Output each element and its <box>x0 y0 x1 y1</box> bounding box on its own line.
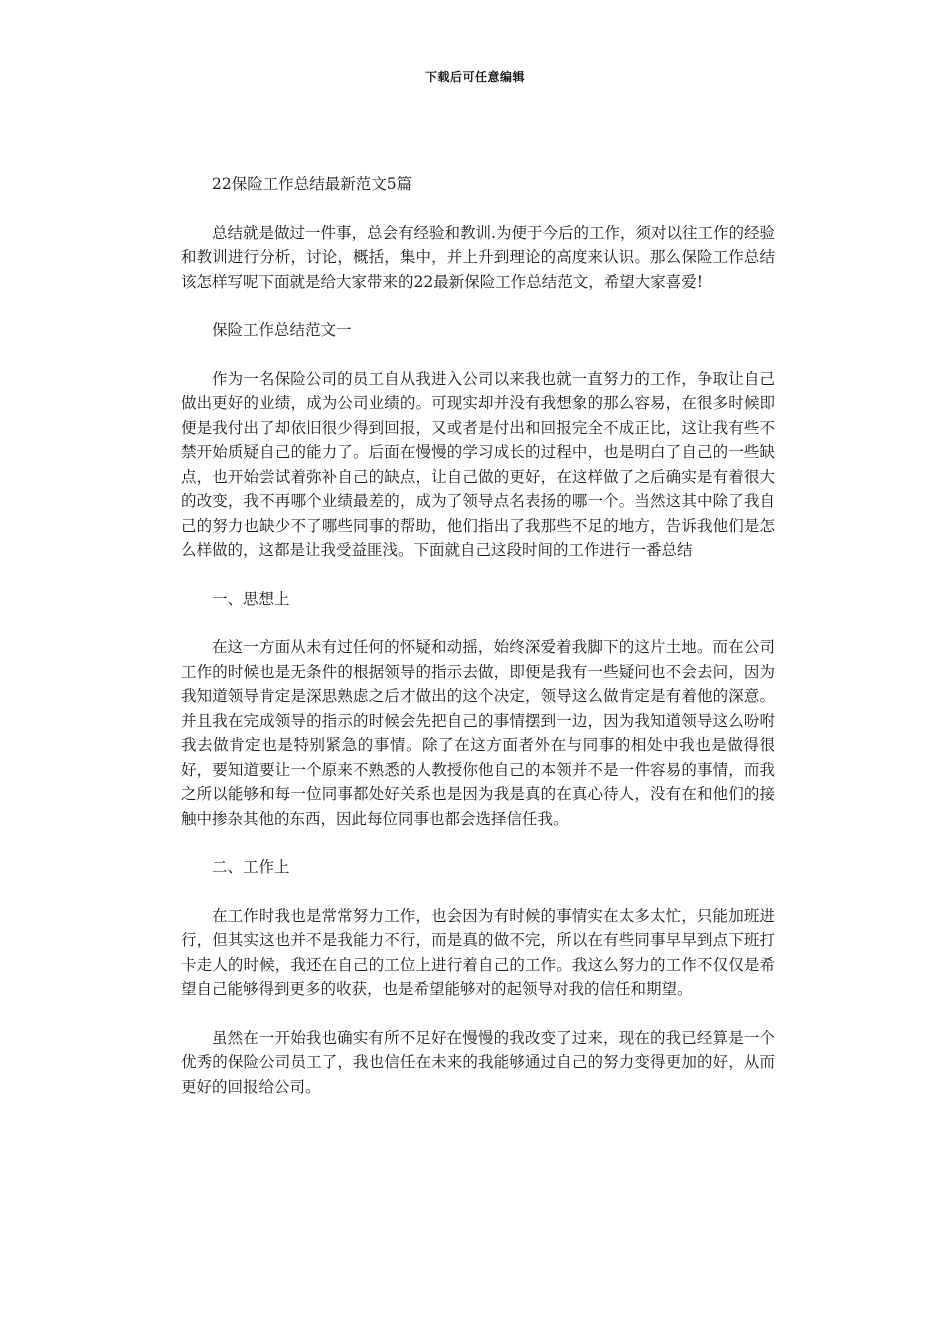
intro-paragraph: 总结就是做过一件事，总会有经验和教训.为便于今后的工作，须对以往工作的经验和教训进行分析，讨论，概括，集中，并上升到理论的高度来认识。那么保险工作总结该怎样写呢下面就是给大家带来的22最新保险工作总结范文，希望大家喜爱! <box>181 223 775 291</box>
page-header-note: 下载后可任意编辑 <box>424 70 525 84</box>
subsection-work-title: 二、工作上 <box>212 858 290 876</box>
section-1-title: 保险工作总结范文一 <box>212 321 352 339</box>
subsection-thinking-paragraph: 在这一方面从未有过任何的怀疑和动摇，始终深爱着我脚下的这片土地。而在公司工作的时候也是无条件的根据领导的指示去做，即便是我有一些疑问也不会去问，因为我知道领导肯定是深思熟虑之后才做出的这个决定，领导这么做肯定是有着他的深意。并且我在完成领导的指示的时候会先把自己的事情摆到一边，因为我知道领导这么吩咐我去做肯定也是特别紧急的事情。除了在这方面者外在与同事的相处中我也是做得很好，要知道要让一个原来不熟悉的人教授你他自己的本领并不是一件容易的事情，而我之所以能够和每一位同事都处好关系也是因为我是真的在真心待人，没有在和他们的接触中掺杂其他的东西，因此每位同事也都会选择信任我。 <box>181 638 775 828</box>
subsection-work-paragraph-1: 在工作时我也是常常努力工作，也会因为有时候的事情实在太多太忙，只能加班进行，但其实这也并不是我能力不行，而是真的做不完，所以在有些同事早早到点下班打卡走人的时候，我还在自己的工位上进行着自己的工作。我这么努力的工作不仅仅是希望自己能够得到更多的收获，也是希望能够对的起领导对我的信任和期望。 <box>181 906 775 998</box>
section-1-paragraph: 作为一名保险公司的员工自从我进入公司以来我也就一直努力的工作，争取让自己做出更好的业绩，成为公司业绩的。可现实却并没有我想象的那么容易，在很多时候即便是我付出了却依旧很少得到回报，又或者是付出和回报完全不成正比，这让我有些不禁开始质疑自己的能力了。后面在慢慢的学习成长的过程中，也是明白了自己的一些缺点，也开始尝试着弥补自己的缺点，让自己做的更好，在这样做了之后确实是有着很大的改变，我不再哪个业绩最差的，成为了领导点名表扬的哪一个。当然这其中除了我自己的努力也缺少不了哪些同事的帮助，他们指出了我那些不足的地方，告诉我他们是怎么样做的，这都是让我受益匪浅。下面就自己这段时间的工作进行一番总结 <box>181 369 775 559</box>
document-body <box>181 172 775 1123</box>
subsection-work-paragraph-2: 虽然在一开始我也确实有所不足好在慢慢的我改变了过来，现在的我已经算是一个优秀的保险公司员工了，我也信任在未来的我能够通过自己的努力变得更加的好，从而更好的回报给公司。 <box>181 1028 775 1096</box>
subsection-thinking-title: 一、思想上 <box>212 589 290 608</box>
document-title: 22保险工作总结最新范文5篇 <box>212 175 413 193</box>
